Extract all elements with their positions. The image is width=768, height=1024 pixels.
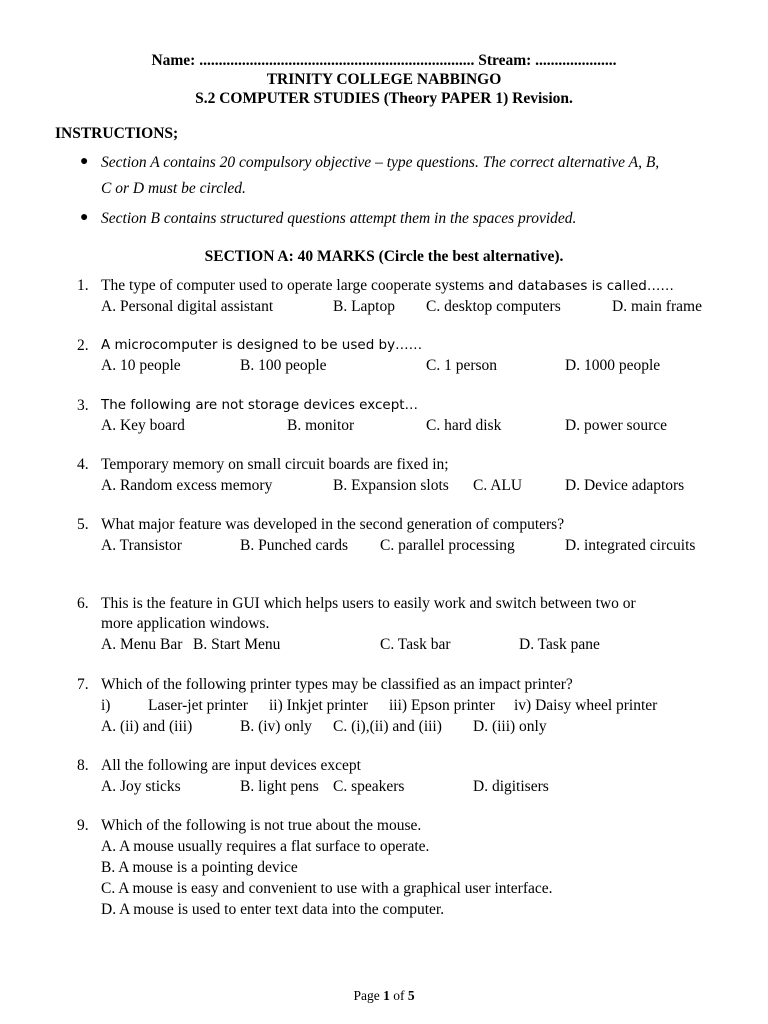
page-of: of bbox=[393, 988, 405, 1003]
question-number: 4. bbox=[77, 456, 89, 473]
page-current: 1 bbox=[383, 988, 390, 1003]
option-a: A. 10 people bbox=[101, 357, 181, 374]
instruction-1-line-2: C or D must be circled. bbox=[101, 180, 246, 197]
page-total: 5 bbox=[407, 988, 415, 1003]
instruction-2: Section B contains structured questions attempt them in the spaces provided. bbox=[101, 210, 577, 227]
option-b: B. monitor bbox=[287, 417, 355, 434]
question-number: 1. bbox=[77, 277, 89, 294]
question-3-stem: The following are not storage devices except… bbox=[101, 397, 419, 413]
option-c: C. 1 person bbox=[426, 357, 498, 374]
option-b: B. 100 people bbox=[240, 357, 327, 374]
question-number: 7. bbox=[77, 676, 89, 693]
option-b: B. A mouse is a pointing device bbox=[101, 859, 298, 876]
option-b: B. (iv) only bbox=[240, 718, 312, 735]
option-d: D. main frame bbox=[612, 298, 702, 315]
instruction-1-line-1: Section A contains 20 compulsory objective – type questions. The correct alternative A, B, bbox=[101, 154, 660, 171]
option-a: A. Personal digital assistant bbox=[101, 298, 274, 315]
option-d: D. Task pane bbox=[519, 636, 600, 653]
option-b: B. Expansion slots bbox=[333, 477, 449, 494]
question-number: 5. bbox=[77, 516, 89, 533]
option-c: C. (i),(ii) and (iii) bbox=[333, 718, 442, 735]
option-d: D. power source bbox=[565, 417, 668, 434]
question-number: 8. bbox=[77, 757, 89, 774]
school-name: TRINITY COLLEGE NABBINGO bbox=[266, 71, 502, 88]
question-8-stem: All the following are input devices except bbox=[101, 757, 361, 774]
question-6-stem-line-2: more application windows. bbox=[101, 615, 270, 632]
option-d: D. integrated circuits bbox=[565, 537, 696, 554]
option-a: A. A mouse usually requires a flat surface to operate. bbox=[101, 838, 430, 855]
option-b: B. Laptop bbox=[333, 298, 395, 315]
question-number: 2. bbox=[77, 337, 89, 354]
option-b: B. Start Menu bbox=[193, 636, 281, 653]
option-d: D. Device adaptors bbox=[565, 477, 685, 494]
section-a-title: SECTION A: 40 MARKS (Circle the best alternative). bbox=[204, 248, 564, 265]
question-1-stem-part: The type of computer used to operate large cooperate systems bbox=[101, 277, 489, 294]
instructions-title: INSTRUCTIONS; bbox=[55, 125, 179, 142]
printer-item: Laser-jet printer bbox=[148, 697, 248, 714]
question-1-stem-part: and databases is called…… bbox=[488, 278, 674, 294]
option-a: A. Transistor bbox=[101, 537, 182, 554]
question-4-stem: Temporary memory on small circuit boards are fixed in; bbox=[101, 456, 449, 473]
page-footer bbox=[0, 988, 768, 1004]
option-a: A. (ii) and (iii) bbox=[101, 718, 193, 735]
option-c: C. speakers bbox=[333, 778, 405, 795]
question-1-stem bbox=[101, 277, 674, 295]
option-a: A. Random excess memory bbox=[101, 477, 273, 494]
bullet-icon: ● bbox=[80, 210, 89, 225]
option-c: C. Task bar bbox=[380, 636, 451, 653]
option-a: A. Key board bbox=[101, 417, 185, 434]
option-c: C. desktop computers bbox=[426, 298, 561, 315]
option-d: D. 1000 people bbox=[565, 357, 661, 374]
option-c: C. ALU bbox=[473, 477, 523, 494]
bullet-icon: ● bbox=[80, 154, 89, 169]
option-d: D. digitisers bbox=[473, 778, 549, 795]
question-number: 6. bbox=[77, 595, 89, 612]
option-c: C. parallel processing bbox=[380, 537, 515, 554]
option-c: C. A mouse is easy and convenient to use with a graphical user interface. bbox=[101, 880, 553, 897]
option-a: A. Menu Bar bbox=[101, 636, 183, 653]
printer-item: i) bbox=[101, 697, 111, 714]
printer-item: ii) Inkjet printer bbox=[269, 697, 368, 714]
option-d: D. A mouse is used to enter text data into the computer. bbox=[101, 901, 445, 918]
question-number: 3. bbox=[77, 397, 89, 414]
question-6-stem-line-1: This is the feature in GUI which helps users to easily work and switch between two or bbox=[101, 595, 636, 612]
printer-item: iii) Epson printer bbox=[389, 697, 495, 714]
option-b: B. light pens bbox=[240, 778, 319, 795]
question-7-stem: Which of the following printer types may be classified as an impact printer? bbox=[101, 676, 573, 693]
option-d: D. (iii) only bbox=[473, 718, 547, 735]
paper-title: S.2 COMPUTER STUDIES (Theory PAPER 1) Revision. bbox=[195, 90, 573, 107]
page-label: Page bbox=[353, 988, 380, 1003]
option-b: B. Punched cards bbox=[240, 537, 349, 554]
question-2-stem: A microcomputer is designed to be used by…… bbox=[101, 337, 423, 353]
option-c: C. hard disk bbox=[426, 417, 502, 434]
question-number: 9. bbox=[77, 817, 89, 834]
option-a: A. Joy sticks bbox=[101, 778, 181, 795]
question-9-stem: Which of the following is not true about the mouse. bbox=[101, 817, 422, 834]
printer-item: iv) Daisy wheel printer bbox=[514, 697, 658, 714]
name-stream-line: Name: ....................................................................... Stream: ..................... bbox=[151, 52, 617, 69]
question-5-stem: What major feature was developed in the second generation of computers? bbox=[101, 516, 565, 533]
